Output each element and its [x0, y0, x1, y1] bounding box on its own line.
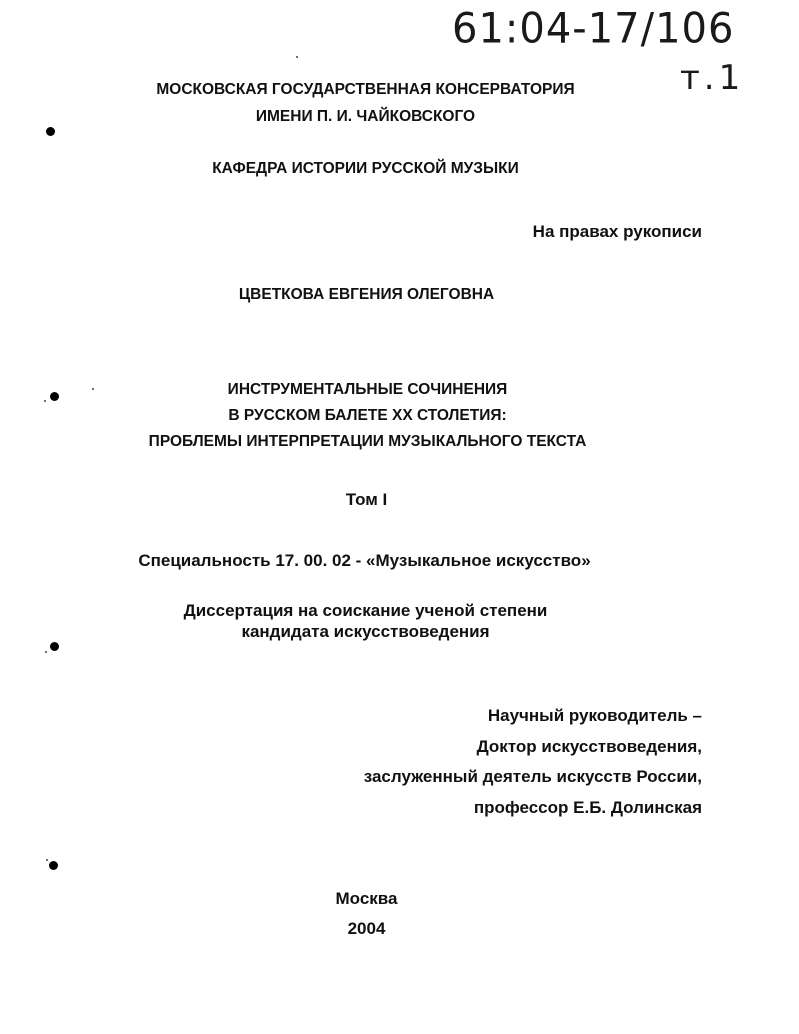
punch-hole-1: [46, 127, 55, 136]
title-line-3: ПРОБЛЕМЫ ИНТЕРПРЕТАЦИИ МУЗЫКАЛЬНОГО ТЕКСТА: [148, 433, 587, 450]
volume-label: Том I: [345, 490, 388, 509]
supervisor-line-3: заслуженный деятель искусств России,: [363, 767, 702, 786]
year-label: 2004: [347, 919, 386, 938]
supervisor-line-2: Доктор искусствоведения,: [476, 737, 702, 756]
scan-speck: [45, 651, 47, 653]
scan-speck: [44, 400, 46, 402]
institution-line-1: МОСКОВСКАЯ ГОСУДАРСТВЕННАЯ КОНСЕРВАТОРИЯ: [156, 81, 575, 98]
scan-speck: [92, 388, 94, 390]
punch-hole-3: [50, 642, 59, 651]
supervisor-line-1: Научный руководитель –: [487, 706, 702, 725]
scan-speck: [296, 56, 298, 58]
dissertation-line-2: кандидата искусствоведения: [241, 622, 490, 641]
handwritten-volume-mark: т.1: [680, 58, 745, 98]
city-label: Москва: [335, 889, 398, 908]
title-line-2: В РУССКОМ БАЛЕТЕ XX СТОЛЕТИЯ:: [228, 407, 507, 424]
handwritten-shelf-number: 61:04-17/106: [452, 4, 735, 54]
department-line: КАФЕДРА ИСТОРИИ РУССКОЙ МУЗЫКИ: [212, 160, 519, 177]
title-line-1: ИНСТРУМЕНТАЛЬНЫЕ СОЧИНЕНИЯ: [227, 381, 508, 398]
punch-hole-2: [50, 392, 59, 401]
manuscript-note: На правах рукописи: [532, 222, 702, 241]
author-name: ЦВЕТКОВА ЕВГЕНИЯ ОЛЕГОВНА: [238, 286, 495, 303]
institution-line-2: ИМЕНИ П. И. ЧАЙКОВСКОГО: [255, 108, 476, 125]
scan-speck: [46, 859, 48, 861]
supervisor-line-4: профессор Е.Б. Долинская: [473, 798, 702, 817]
dissertation-line-1: Диссертация на соискание ученой степени: [183, 601, 548, 620]
specialty-line: Специальность 17. 00. 02 - «Музыкальное искусство»: [138, 551, 591, 570]
punch-hole-4: [49, 861, 58, 870]
